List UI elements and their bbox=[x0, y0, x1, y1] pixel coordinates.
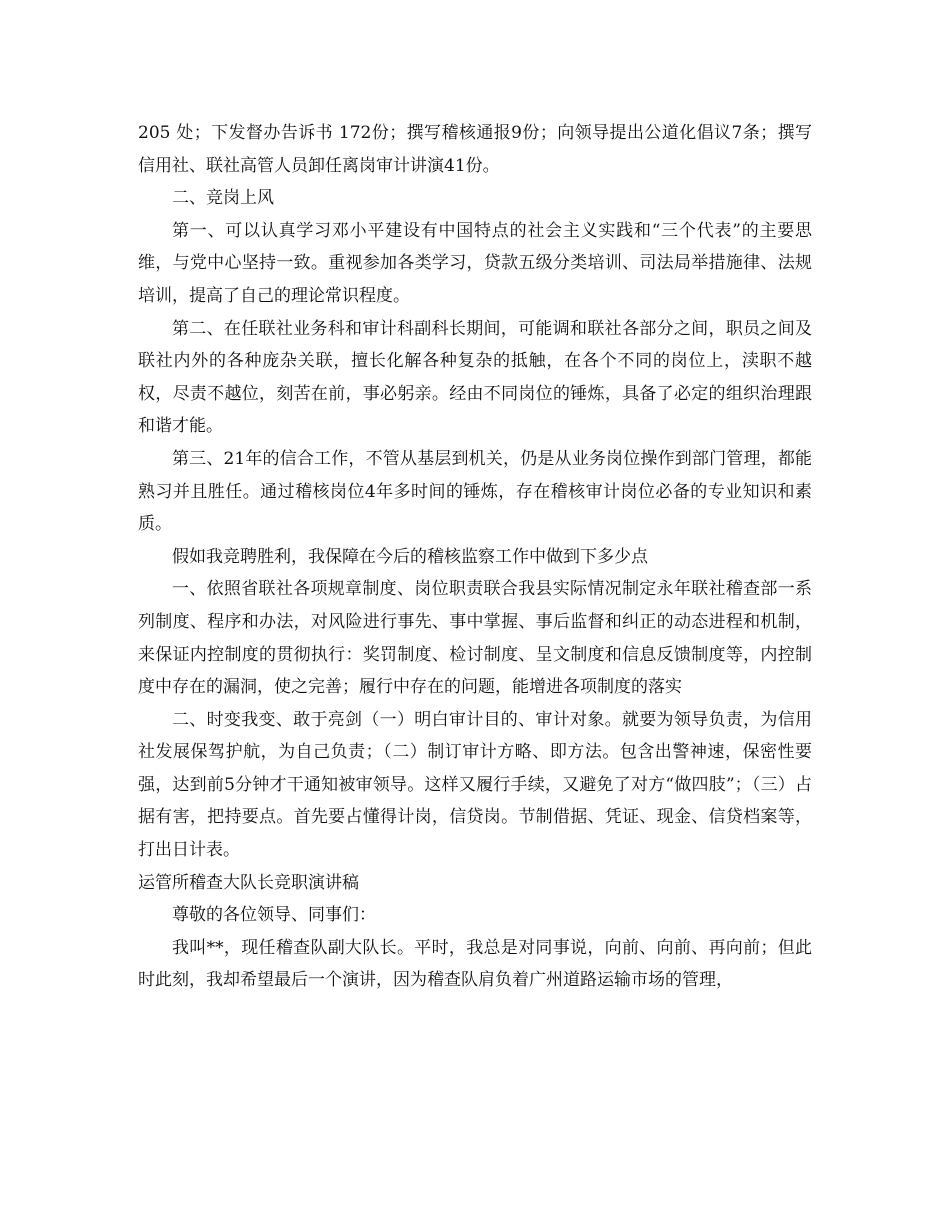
paragraph-commitment-intro: 假如我竞聘胜利，我保障在今后的稽核监察工作中做到下多少点 bbox=[172, 546, 648, 567]
speech-salutation: 尊敬的各位领导、同事们： bbox=[172, 905, 376, 926]
speech-opening-paragraph: 我叫**，现任稽查队副大队长。平时，我总是对同事说，向前、向前、再向前；但此时此刻，我却希望最后一个演讲，因为稽查队肩负着广州道路运输市场的管理， bbox=[138, 937, 812, 991]
paragraph-statistics-summary: 205 处；下发督办告诉书 172份；撰写稽核通报9份；向领导提出公道化倡议7条；撰写信用社、联社高管人员卸任离岗审计讲演41份。 bbox=[138, 123, 812, 176]
section-heading-advantages: 二、竞岗上风 bbox=[172, 188, 274, 209]
paragraph-commitment-first: 一、依照省联社各项规章制度、岗位职责联合我县实际情况制定永年联社稽查部一系列制度、程序和办法，对风险进行事先、事中掌握、事后监督和纠正的动态进程和机制，来保证内控制度的贯彻执行：奖罚制度、检讨制度、呈文制度和信息反馈制度等，内控制度中存在的漏洞，使之完善；履行中存在的问题，能增进各项制度的落实 bbox=[138, 579, 812, 698]
paragraph-advantage-third: 第三、21年的信合工作，不管从基层到机关，仍是从业务岗位操作到部门管理，都能熟习并且胜任。通过稽核岗位4年多时间的锤炼，存在稽核审计岗位必备的专业知识和素质。 bbox=[138, 448, 812, 535]
document-body bbox=[138, 117, 812, 997]
speech-title: 运管所稽查大队长竞职演讲稿 bbox=[138, 872, 359, 893]
paragraph-advantage-first: 第一、可以认真学习邓小平建设有中国特点的社会主义实践和“三个代表”的主要思维，与党中心坚持一致。重视参加各类学习，贷款五级分类培训、司法局举措施律、法规培训，提高了自己的理论常识程度。 bbox=[138, 220, 812, 306]
paragraph-advantage-second: 第二、在任联社业务科和审计科副科长期间，可能调和联社各部分之间，职员之间及联社内外的各种庞杂关联，擅长化解各种复杂的抵触，在各个不同的岗位上，渎职不越权，尽责不越位，刻苦在前，事必躬亲。经由不同岗位的锤炼，具备了必定的组织治理跟和谐才能。 bbox=[138, 318, 812, 437]
paragraph-commitment-second: 二、时变我变、敢于亮剑（一）明白审计目的、审计对象。就要为领导负责，为信用社发展保驾护航，为自己负责；（二）制订审计方略、即方法。包含出警神速，保密性要强，达到前5分钟才干通知被审领导。这样又履行手续，又避免了对方“做四肢”；（三）占据有害，把持要点。首先要占懂得计岗，信贷岗。节制借据、凭证、现金、信贷档案等，打出日计表。 bbox=[138, 709, 812, 861]
